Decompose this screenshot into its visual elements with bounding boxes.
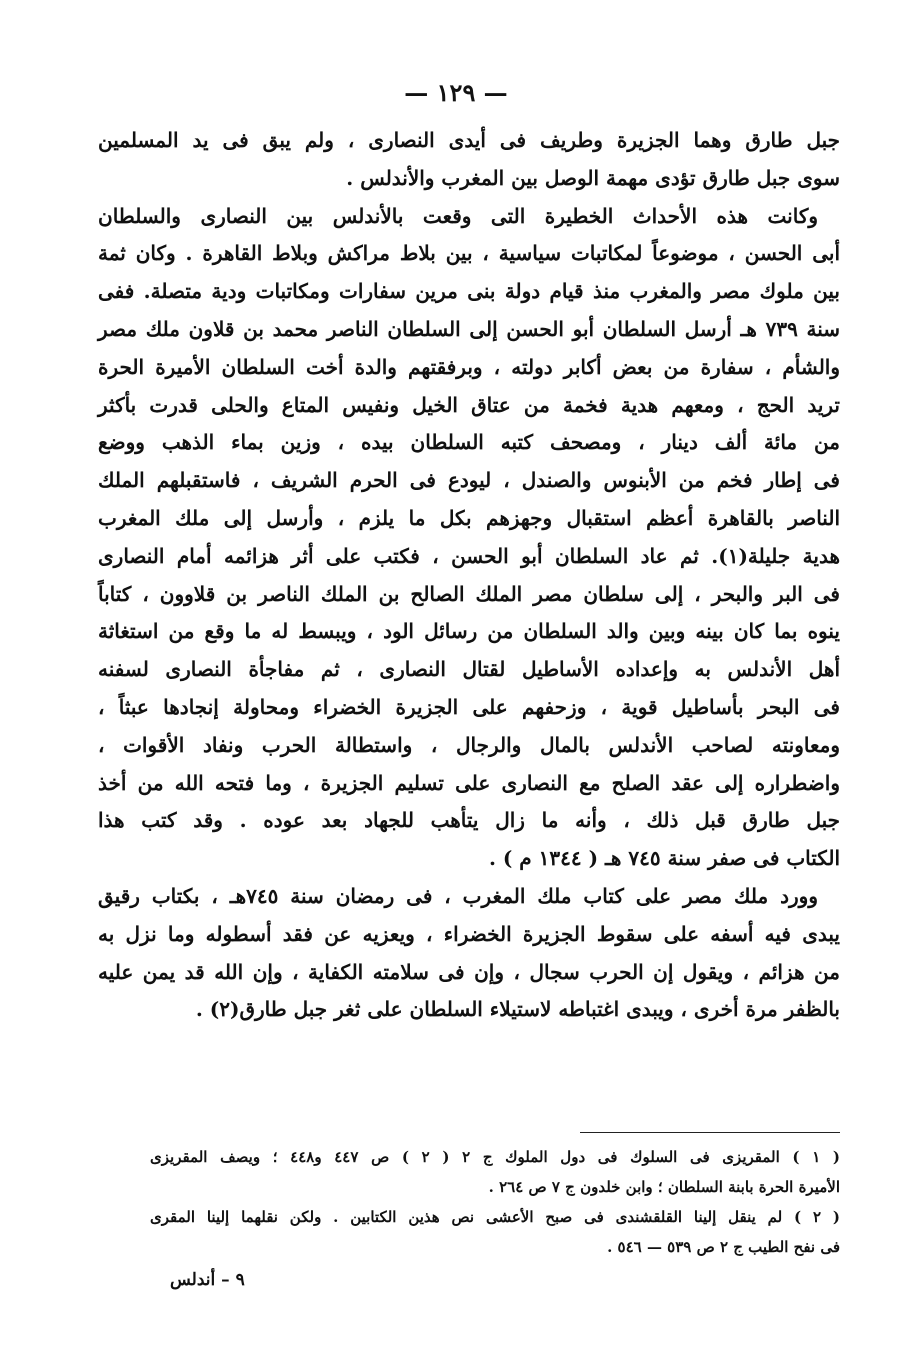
text-line: بين ملوك مصر والمغرب منذ قيام دولة بنى مرين سفارات ومكاتبات ودية متصلة. ففى [98, 279, 840, 304]
text-line: بالظفر مرة أخرى ، ويبدى اغتباطه لاستيلاء السلطان على ثغر جبل طارق(٢) . [195, 997, 840, 1022]
footnote-line: فى نفح الطيب ج ٢ ص ٥٣٩ — ٥٤٦ . [607, 1238, 840, 1256]
text-line: الناصر بالقاهرة أعظم استقبال وجهزهم بكل ما يلزم ، وأرسل إلى ملك المغرب [98, 505, 840, 530]
text-line: جبل طارق قبل ذلك ، وأنه ما زال يتأهب للجهاد بعد عوده . وقد كتب هذا [98, 808, 840, 833]
footnote-line: ( ١ ) المقريزى فى السلوك فى دول الملوك ج ٢ ( ٢ ) ص ٤٤٧ و٤٤٨ ؛ ويصف المقريزى [150, 1148, 841, 1166]
text-line: وورد ملك مصر على كتاب ملك المغرب ، فى رمضان سنة ٧٤٥هـ ، بكتاب رقيق [98, 883, 818, 908]
text-line: من مائة ألف دينار ، ومصحف كتبه السلطان بيده ، وزين بماء الذهب ووضع [98, 430, 840, 455]
text-line: وكانت هذه الأحداث الخطيرة التى وقعت بالأندلس بين النصارى والسلطان [98, 203, 818, 228]
text-line: سوى جبل طارق تؤدى مهمة الوصل بين المغرب والأندلس . [346, 165, 840, 190]
text-line: من هزائم ، ويقول إن الحرب سجال ، وإن فى سلامته الكفاية ، وإن الله قد يمن عليه [98, 959, 840, 984]
text-line: فى البحر بأساطيل قوية ، وزحفهم على الجزيرة الخضراء ومحاولة إنجادها عبثاً ، [98, 694, 840, 719]
footnote-line: ( ٢ ) لم ينقل إلينا القلقشندى فى صبح الأعشى نص هذين الكتابين . ولكن نقلهما إلينا المقرى [150, 1208, 840, 1226]
text-line: تريد الحج ، ومعهم هدية فخمة من عتاق الخيل ونفيس المتاع والحلى قدرت بأكثر [98, 392, 840, 417]
text-line: جبل طارق وهما الجزيرة وطريف فى أيدى النصارى ، ولم يبق فى يد المسلمين [98, 128, 840, 152]
footnote-line: الأميرة الحرة بابنة السلطان ؛ وابن خلدون ج ٧ ص ٢٦٤ . [488, 1178, 840, 1196]
text-line: أبى الحسن ، موضوعاً لمكاتبات سياسية ، بين بلاط مراكش وبلاط القاهرة . وكان ثمة [98, 241, 840, 266]
paragraph-2 [98, 198, 840, 878]
text-line: سنة ٧٣٩ هـ أرسل السلطان أبو الحسن إلى السلطان الناصر محمد بن قلاون ملك مصر [98, 316, 840, 341]
text-line: فى إطار فخم من الأبنوس والصندل ، ليودع فى الحرم الشريف ، فاستقبلهم الملك [98, 468, 840, 493]
text-line: يبدى فيه أسفه على سقوط الجزيرة الخضراء ، ويعزيه عن فقد أسطوله وما نزل به [98, 921, 840, 946]
text-line: فى البر والبحر ، إلى سلطان مصر الملك الصالح بن الملك الناصر بن قلاوون ، كتاباً [98, 581, 840, 606]
text-line: الكتاب فى صفر سنة ٧٤٥ هـ ( ١٣٤٤ م ) . [488, 846, 840, 871]
footnotes [150, 1142, 840, 1262]
text-line: هدية جليلة(١). ثم عاد السلطان أبو الحسن ، فكتب على أثر هزائمه أمام النصارى [98, 543, 840, 568]
text-line: ينوه بما كان بينه وبين والد السلطان من رسائل الود ، ويبسط له ما وقع من استغاثة [98, 619, 840, 644]
paragraph-3 [98, 878, 840, 1029]
page-number: — ١٢٩ — [404, 78, 508, 107]
text-line: أهل الأندلس به وإعداده الأساطيل لقتال النصارى ، ثم مفاجأة النصارى لسفنه [98, 657, 840, 682]
text-line: والشأم ، سفارة من بعض أكابر دولته ، وبرفقتهم والدة أخت السلطان الأميرة الحرة [98, 354, 840, 379]
text-line: واضطراره إلى عقد الصلح مع النصارى على تسليم الجزيرة ، وما فتحه الله من أخذ [98, 770, 840, 795]
text-line: ومعاونته لصاحب الأندلس بالمال والرجال ، واستطالة الحرب ونفاد الأقوات ، [98, 732, 841, 757]
signature-mark: ٩ – أندلس [170, 1270, 245, 1290]
paragraph-1 [98, 122, 840, 198]
footnote-divider [580, 1132, 840, 1133]
body-text [98, 122, 840, 1029]
